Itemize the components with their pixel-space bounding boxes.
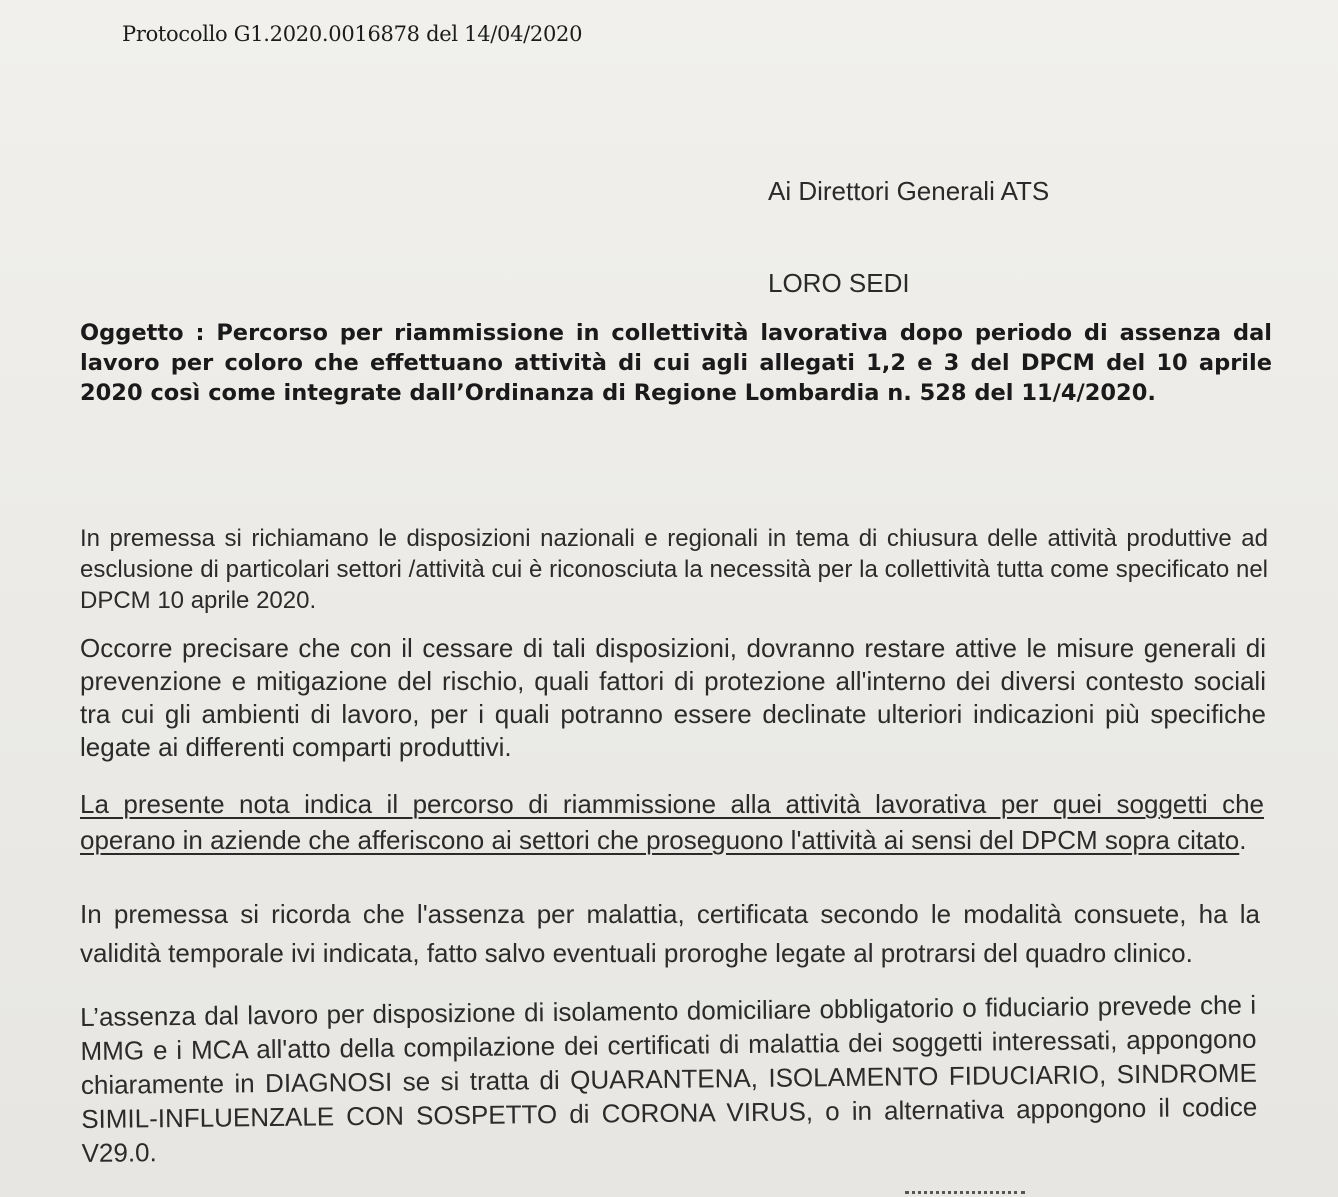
addressee: Ai Direttori Generali ATS (768, 176, 1050, 206)
paragraph-premessa: In premessa si richiamano le disposizioni nazionali e regionali in tema di chiusura delle attività produttive ad esclusione di particolari settori /attività cui è riconosciuta la necessità per la collettività tutta come specificato nel DPCM 10 aprile 2020. (80, 525, 1268, 614)
paragraph-isolamento: L’assenza dal lavoro per disposizione di isolamento domiciliare obbligatorio o fiduciario prevede che i MMG e i MCA all'atto della compilazione dei certificati di malattia dei soggetti interessati, appongono chiaramente in DIAGNOSI se si tratta di QUARANTENA, ISOLAMENTO FIDUCIARIO, SINDROME SIMIL-INFLUENZALE CON SOSPETTO di CORONA VIRUS, o in alternativa appongono il codice V29.0. (80, 989, 1258, 1168)
cut-off-text-fragment (905, 1186, 1045, 1197)
subject-heading: Oggetto : Percorso per riammissione in collettività lavorativa dopo periodo di assenza dal lavoro per coloro che effettuano attività di cui agli allegati 1,2 e 3 del DPCM del 10 aprile 2020 così come integrate dall’Ordinanza di Regione Lombardia n. 528 del 11/4/2020. (80, 320, 1272, 406)
paragraph-percorso (80, 786, 1264, 858)
paragraph-malattia: In premessa si ricorda che l'assenza per malattia, certificata secondo le modalità consuete, ha la validità temporale ivi indicata, fatto salvo eventuali proroghe legate al protrarsi del quadro clinico. (80, 899, 1260, 968)
paragraph-misure: Occorre precisare che con il cessare di tali disposizioni, dovranno restare attive le misure generali di prevenzione e mitigazione del rischio, quali fattori di protezione all'interno dei diversi contesto sociali tra cui gli ambienti di lavoro, per i quali potranno essere declinate ulteriori indicazioni più specifiche legate ai differenti comparti produttivi. (80, 633, 1266, 762)
protocol-number: Protocollo G1.2020.0016878 del 14/04/2020 (122, 22, 583, 46)
underlined-text: La presente nota indica il percorso di riammissione alla attività lavorativa per quei soggetti che operano in aziende che afferiscono ai settori che proseguono l'attività ai sensi del DPCM sopra citato (80, 789, 1264, 855)
loro-sedi: LORO SEDI (768, 268, 910, 298)
sentence-end: . (1239, 825, 1247, 855)
